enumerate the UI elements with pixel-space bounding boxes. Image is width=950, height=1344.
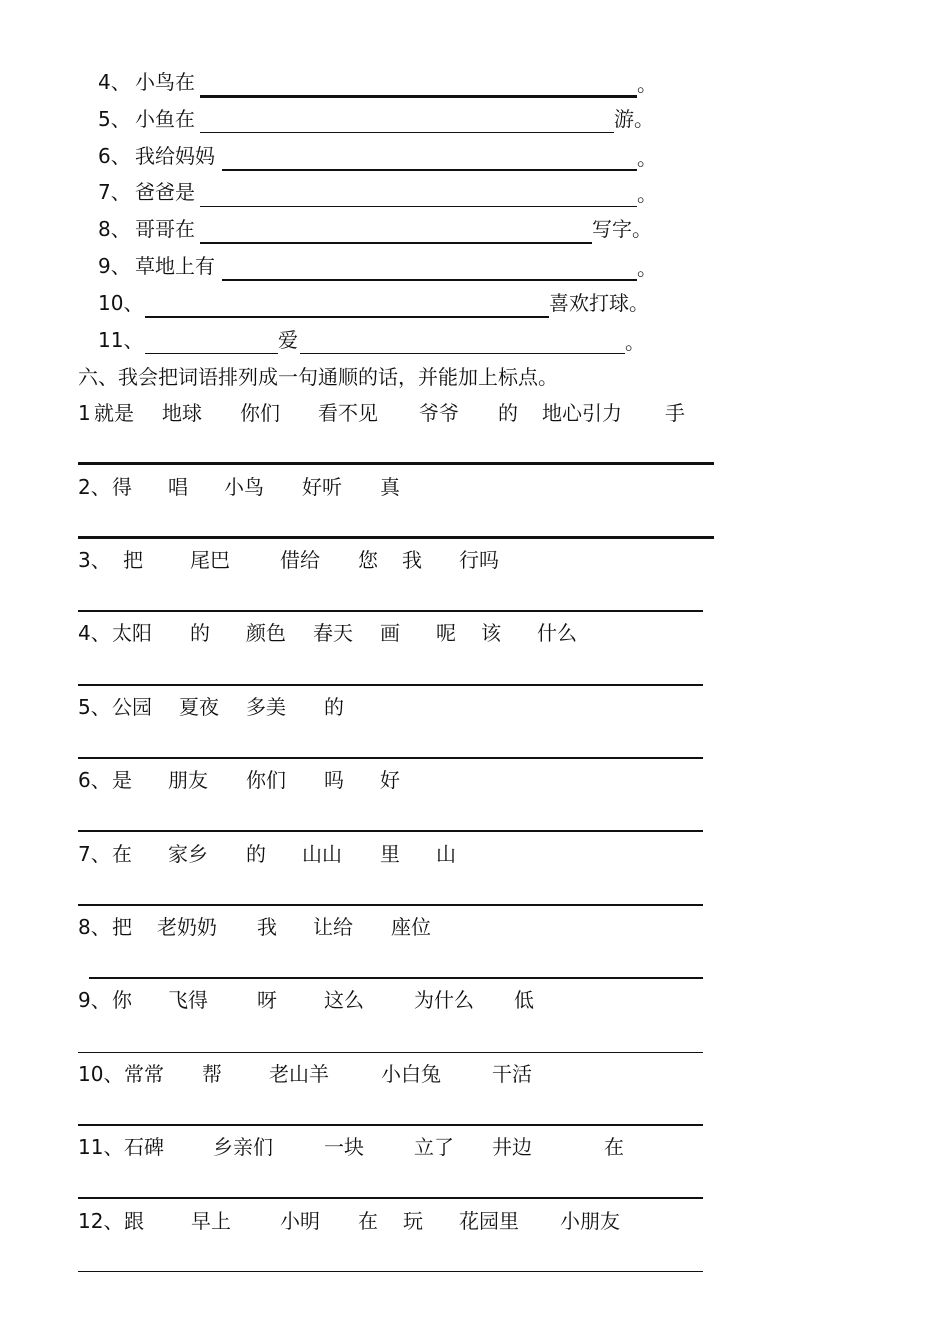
reorder-item-number: 12、 (78, 1209, 124, 1233)
fill-item-prompt: 爸爸是 (135, 180, 195, 204)
reorder-item-number: 4、 (78, 621, 111, 645)
word-chip: 这么 (324, 988, 364, 1012)
word-chip: 你 (112, 988, 132, 1012)
answer-blank[interactable] (145, 353, 278, 354)
word-chip: 山 (436, 842, 456, 866)
word-chip: 地心引力 (542, 401, 622, 425)
fill-item-prompt: 我给妈妈 (135, 144, 215, 168)
word-chip: 玩 (403, 1209, 423, 1233)
word-chip: 的 (190, 621, 210, 645)
word-chip: 在 (358, 1209, 378, 1233)
word-chip: 好 (380, 768, 400, 792)
answer-line[interactable] (78, 1197, 703, 1199)
fill-item-middle: 爱 (278, 328, 298, 352)
answer-line[interactable] (78, 462, 714, 465)
answer-blank[interactable] (200, 206, 637, 207)
reorder-item-number: 9、 (78, 988, 111, 1012)
word-chip: 手 (665, 401, 685, 425)
word-chip: 老山羊 (269, 1062, 329, 1086)
word-chip: 春天 (313, 621, 353, 645)
word-chip: 立了 (414, 1135, 454, 1159)
answer-line[interactable] (78, 904, 703, 906)
word-chip: 真 (380, 475, 400, 499)
word-chip: 在 (604, 1135, 624, 1159)
word-chip: 你们 (240, 401, 280, 425)
word-chip: 石碑 (124, 1135, 164, 1159)
reorder-item-number: 7、 (78, 842, 111, 866)
word-chip: 借给 (280, 548, 320, 572)
answer-line[interactable] (78, 684, 703, 686)
fill-item-number: 11、 (98, 328, 144, 352)
word-chip: 是 (112, 768, 132, 792)
fill-item-ending: 。 (637, 256, 657, 280)
word-chip: 乡亲们 (213, 1135, 273, 1159)
word-chip: 为什么 (414, 988, 474, 1012)
word-chip: 小白兔 (381, 1062, 441, 1086)
word-chip: 地球 (162, 401, 202, 425)
reorder-item-number: 3、 (78, 548, 111, 572)
word-chip: 座位 (391, 915, 431, 939)
fill-item-prompt: 哥哥在 (135, 217, 195, 241)
answer-line[interactable] (78, 830, 703, 832)
word-chip: 小朋友 (560, 1209, 620, 1233)
word-chip: 多美 (246, 695, 286, 719)
word-chip: 我 (257, 915, 277, 939)
word-chip: 的 (324, 695, 344, 719)
word-chip: 太阳 (112, 621, 152, 645)
word-chip: 唱 (168, 475, 188, 499)
word-chip: 什么 (537, 621, 577, 645)
answer-blank[interactable] (222, 169, 637, 171)
reorder-item-number: 6、 (78, 768, 111, 792)
answer-line[interactable] (89, 977, 703, 979)
word-chip: 让给 (313, 915, 353, 939)
word-chip: 飞得 (168, 988, 208, 1012)
fill-item-number: 4、 (98, 70, 131, 94)
word-chip: 在 (112, 842, 132, 866)
word-chip: 画 (380, 621, 400, 645)
word-chip: 小明 (280, 1209, 320, 1233)
answer-line[interactable] (78, 536, 714, 539)
word-chip: 我 (402, 548, 422, 572)
word-chip: 吗 (324, 768, 344, 792)
word-chip: 颜色 (246, 621, 286, 645)
reorder-item-number: 10、 (78, 1062, 124, 1086)
word-chip: 小鸟 (224, 475, 264, 499)
reorder-item-number: 1 (78, 401, 91, 425)
answer-line[interactable] (78, 757, 703, 759)
fill-item-ending: 。 (625, 330, 645, 354)
word-chip: 花园里 (459, 1209, 519, 1233)
word-chip: 干活 (492, 1062, 532, 1086)
section-heading: 六、我会把词语排列成一句通顺的话，并能加上标点。 (78, 365, 558, 389)
word-chip: 一块 (324, 1135, 364, 1159)
word-chip: 行吗 (459, 548, 499, 572)
answer-line[interactable] (78, 610, 703, 612)
fill-item-prompt: 小鱼在 (135, 107, 195, 131)
fill-item-prompt: 小鸟在 (135, 70, 195, 94)
fill-item-ending: 。 (637, 72, 657, 96)
fill-item-number: 7、 (98, 180, 131, 204)
word-chip: 朋友 (168, 768, 208, 792)
answer-blank[interactable] (222, 279, 637, 281)
word-chip: 尾巴 (190, 548, 230, 572)
fill-item-prompt: 草地上有 (135, 254, 215, 278)
fill-item-number: 9、 (98, 254, 131, 278)
reorder-item-number: 8、 (78, 915, 111, 939)
reorder-item-number: 11、 (78, 1135, 124, 1159)
word-chip: 跟 (124, 1209, 144, 1233)
reorder-item-number: 2、 (78, 475, 111, 499)
word-chip: 帮 (202, 1062, 222, 1086)
word-chip: 爷爷 (419, 401, 459, 425)
word-chip: 公园 (112, 695, 152, 719)
word-chip: 好听 (302, 475, 342, 499)
word-chip: 山山 (302, 842, 342, 866)
word-chip: 就是 (94, 401, 134, 425)
answer-line[interactable] (78, 1052, 703, 1053)
word-chip: 的 (246, 842, 266, 866)
word-chip: 您 (358, 548, 378, 572)
word-chip: 里 (380, 842, 400, 866)
reorder-item-number: 5、 (78, 695, 111, 719)
word-chip: 夏夜 (179, 695, 219, 719)
answer-blank[interactable] (145, 316, 549, 318)
fill-item-ending: 。 (637, 146, 657, 170)
fill-item-number: 5、 (98, 107, 131, 131)
answer-blank[interactable] (200, 95, 637, 98)
word-chip: 呢 (436, 621, 456, 645)
word-chip: 你们 (246, 768, 286, 792)
word-chip: 家乡 (168, 842, 208, 866)
answer-blank[interactable] (300, 353, 625, 354)
word-chip: 该 (481, 621, 501, 645)
fill-item-number: 6、 (98, 144, 131, 168)
answer-line[interactable] (78, 1124, 703, 1126)
word-chip: 把 (112, 915, 132, 939)
word-chip: 得 (112, 475, 132, 499)
word-chip: 的 (498, 401, 518, 425)
word-chip: 看不见 (318, 401, 378, 425)
fill-item-number: 8、 (98, 217, 131, 241)
word-chip: 老奶奶 (157, 915, 217, 939)
fill-item-number: 10、 (98, 291, 144, 315)
fill-item-ending: 喜欢打球。 (549, 291, 649, 315)
fill-item-ending: 游。 (614, 107, 654, 131)
word-chip: 常常 (124, 1062, 164, 1086)
answer-blank[interactable] (200, 242, 592, 244)
word-chip: 呀 (257, 988, 277, 1012)
word-chip: 早上 (191, 1209, 231, 1233)
answer-blank[interactable] (200, 132, 614, 133)
word-chip: 井边 (492, 1135, 532, 1159)
word-chip: 低 (514, 988, 534, 1012)
fill-item-ending: 。 (637, 182, 657, 206)
answer-line[interactable] (78, 1271, 703, 1272)
fill-item-ending: 写字。 (592, 217, 652, 241)
word-chip: 把 (123, 548, 143, 572)
